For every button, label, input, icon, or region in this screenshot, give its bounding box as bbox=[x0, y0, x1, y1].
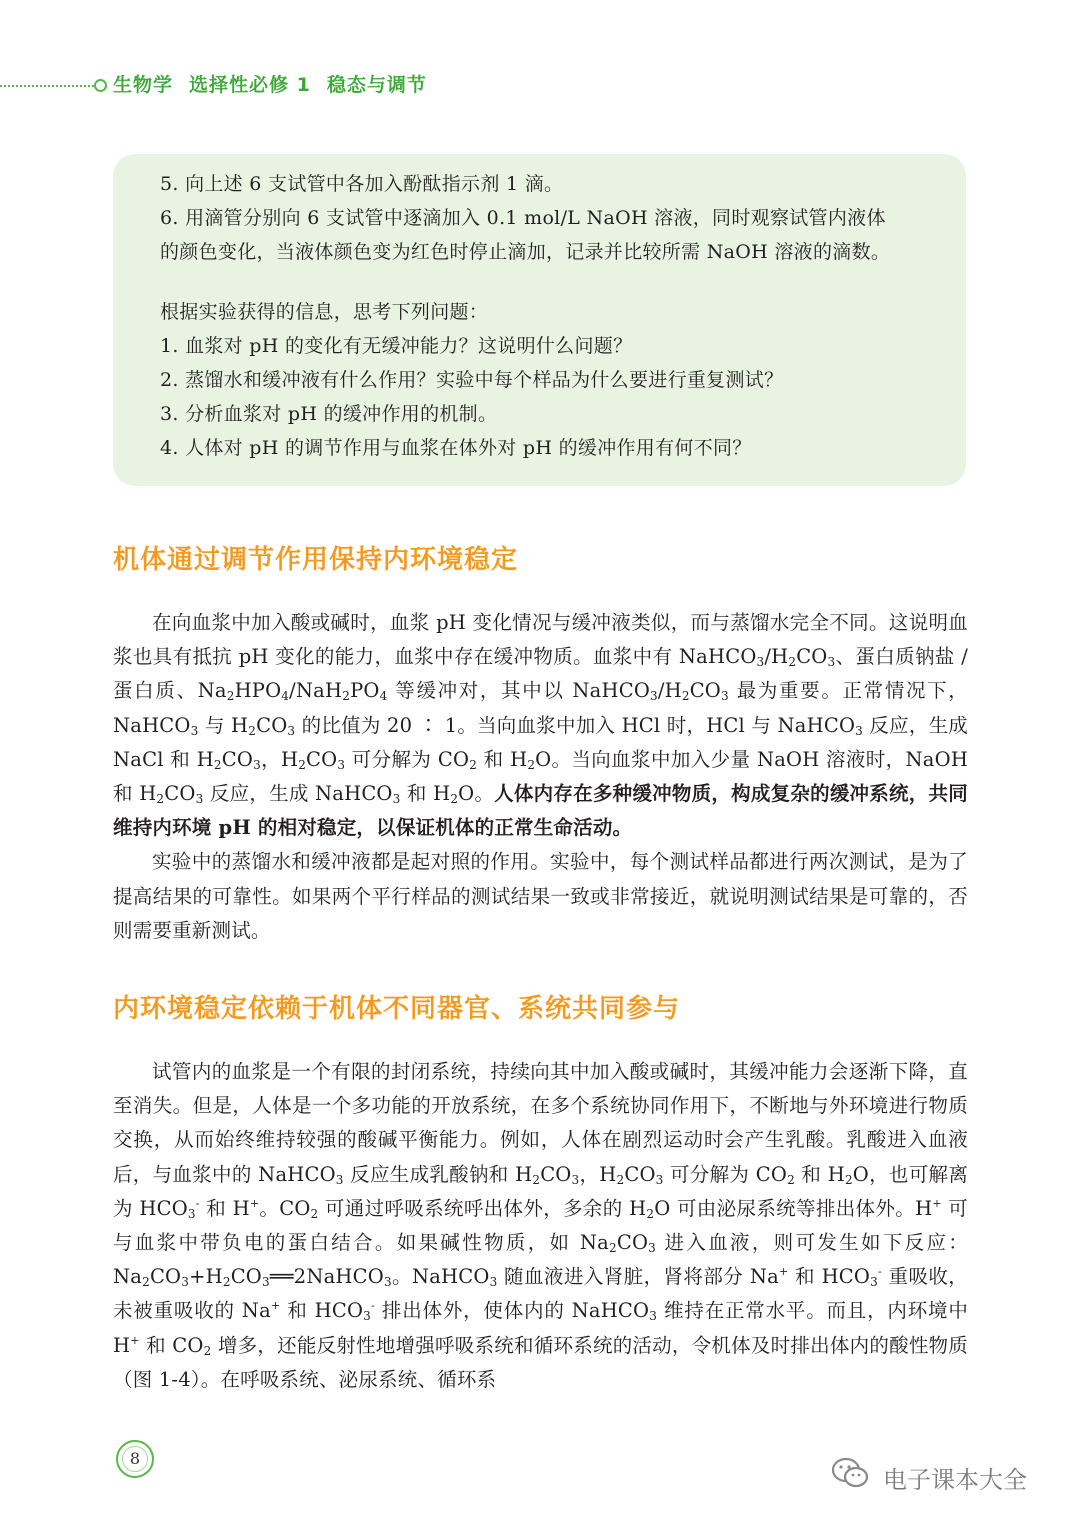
think-intro: 根据实验获得的信息，思考下列问题： bbox=[160, 301, 489, 323]
header-title bbox=[113, 70, 443, 97]
question-2: 2. 蒸馏水和缓冲液有什么作用？实验中每个样品为什么要进行重复测试？ bbox=[160, 369, 784, 391]
section-1-body bbox=[113, 606, 968, 948]
section-1-paragraph-1: 在向血浆中加入酸或碱时，血浆 pH 变化情况与缓冲液类似，而与蒸馏水完全不同。这说明血浆也具有抵抗 pH 变化的能力，血浆中存在缓冲物质。血浆中有 $NaHCO_3/H_2CO_3$、蛋白质钠盐 / 蛋白质、$Na_2HPO_4/NaH_2PO_4$ 等缓冲对，其中以 $NaHCO_3/H_2CO_3$ 最为重要。正常情况下，NaHCO$_3$ 与 $H_2CO_3$ 的比值为 20 ∶ 1。当向血浆中加入 HCl 时，HCl 与 NaHCO$_3$ 反应，生成 NaCl 和 $H_2CO_3$，$H_2CO_3$ 可分解为 $CO_2$ 和 $H_2O$。当向血浆中加入少量 NaOH 溶液时，NaOH 和 $H_2CO_3$ 反应，生成 NaHCO$_3$ 和 $H_2O$。人体内存在多种缓冲物质，构成复杂的缓冲系统，共同维持内环境 pH 的相对稳定，以保证机体的正常生命活动。 bbox=[113, 611, 969, 840]
section-1-title: 机体通过调节作用保持内环境稳定 bbox=[113, 545, 519, 575]
question-4: 4. 人体对 pH 的调节作用与血浆在体外对 pH 的缓冲作用有何不同？ bbox=[160, 437, 752, 459]
watermark: 电子课本大全 bbox=[883, 1466, 1027, 1494]
header-dotted-line bbox=[0, 85, 94, 87]
step-6-line-1: 6. 用滴管分别向 6 支试管中逐滴加入 0.1 mol/L NaOH 溶液，同时观察试管内液体 bbox=[160, 207, 886, 229]
header-circle-icon bbox=[94, 79, 107, 92]
running-header bbox=[0, 66, 600, 106]
experiment-box bbox=[113, 154, 966, 486]
section-2-paragraph-1: 试管内的血浆是一个有限的封闭系统，持续向其中加入酸或碱时，其缓冲能力会逐渐下降，直至消失。但是，人体是一个多功能的开放系统，在多个系统协同作用下，不断地与外环境进行物质交换，从而始终维持较强的酸碱平衡能力。例如，人体在剧烈运动时会产生乳酸。乳酸进入血液后，与血浆中的 NaHCO$_3$ 反应生成乳酸钠和 $H_2CO_3$，$H_2CO_3$ 可分解为 $CO_2$ 和 $H_2O$，也可解离为 $HCO_3^-$ 和 H+。$CO_2$ 可通过呼吸系统呼出体外，多余的 $H_2O$ 可由泌尿系统等排出体外。H+ 可与血浆中带负电的蛋白结合。如果碱性物质，如 $Na_2CO_3$ 进入血液，则可发生如下反应：$Na_2CO_3+H_2CO_3══2NaHCO_3$。NaHCO$_3$ 随血液进入肾脏，肾将部分 Na+ 和 $HCO_3^-$ 重吸收，未被重吸收的 Na+ 和 $HCO_3^-$ 排出体外，使体内的 NaHCO$_3$ 维持在正常水平。而且，内环境中 H+ 和 $CO_2$ 增多，还能反射性地增强呼吸系统和循环系统的活动，令机体及时排出体内的酸性物质（图 1-4）。在呼吸系统、泌尿系统、循环系 bbox=[113, 1060, 969, 1391]
header-subject: 生物学 bbox=[113, 74, 174, 96]
step-6-line-2: 的颜色变化，当液体颜色变为红色时停止滴加，记录并比较所需 NaOH 溶液的滴数。 bbox=[160, 241, 891, 263]
wechat-icon bbox=[830, 1456, 870, 1490]
page-number: 8 bbox=[116, 1440, 154, 1478]
step-5: 5. 向上述 6 支试管中各加入酚酞指示剂 1 滴。 bbox=[160, 173, 564, 195]
question-3: 3. 分析血浆对 pH 的缓冲作用的机制。 bbox=[160, 403, 498, 425]
section-2-title: 内环境稳定依赖于机体不同器官、系统共同参与 bbox=[113, 994, 681, 1024]
question-1: 1. 血浆对 pH 的变化有无缓冲能力？这说明什么问题？ bbox=[160, 335, 633, 357]
section-1-paragraph-2: 实验中的蒸馏水和缓冲液都是起对照的作用。实验中，每个测试样品都进行两次测试，是为了提高结果的可靠性。如果两个平行样品的测试结果一致或非常接近，就说明测试结果是可靠的，否则需要重新测试。 bbox=[113, 850, 968, 942]
header-unit: 稳态与调节 bbox=[326, 74, 427, 96]
section-2-body bbox=[113, 1055, 968, 1397]
header-book: 选择性必修 1 bbox=[189, 74, 311, 96]
